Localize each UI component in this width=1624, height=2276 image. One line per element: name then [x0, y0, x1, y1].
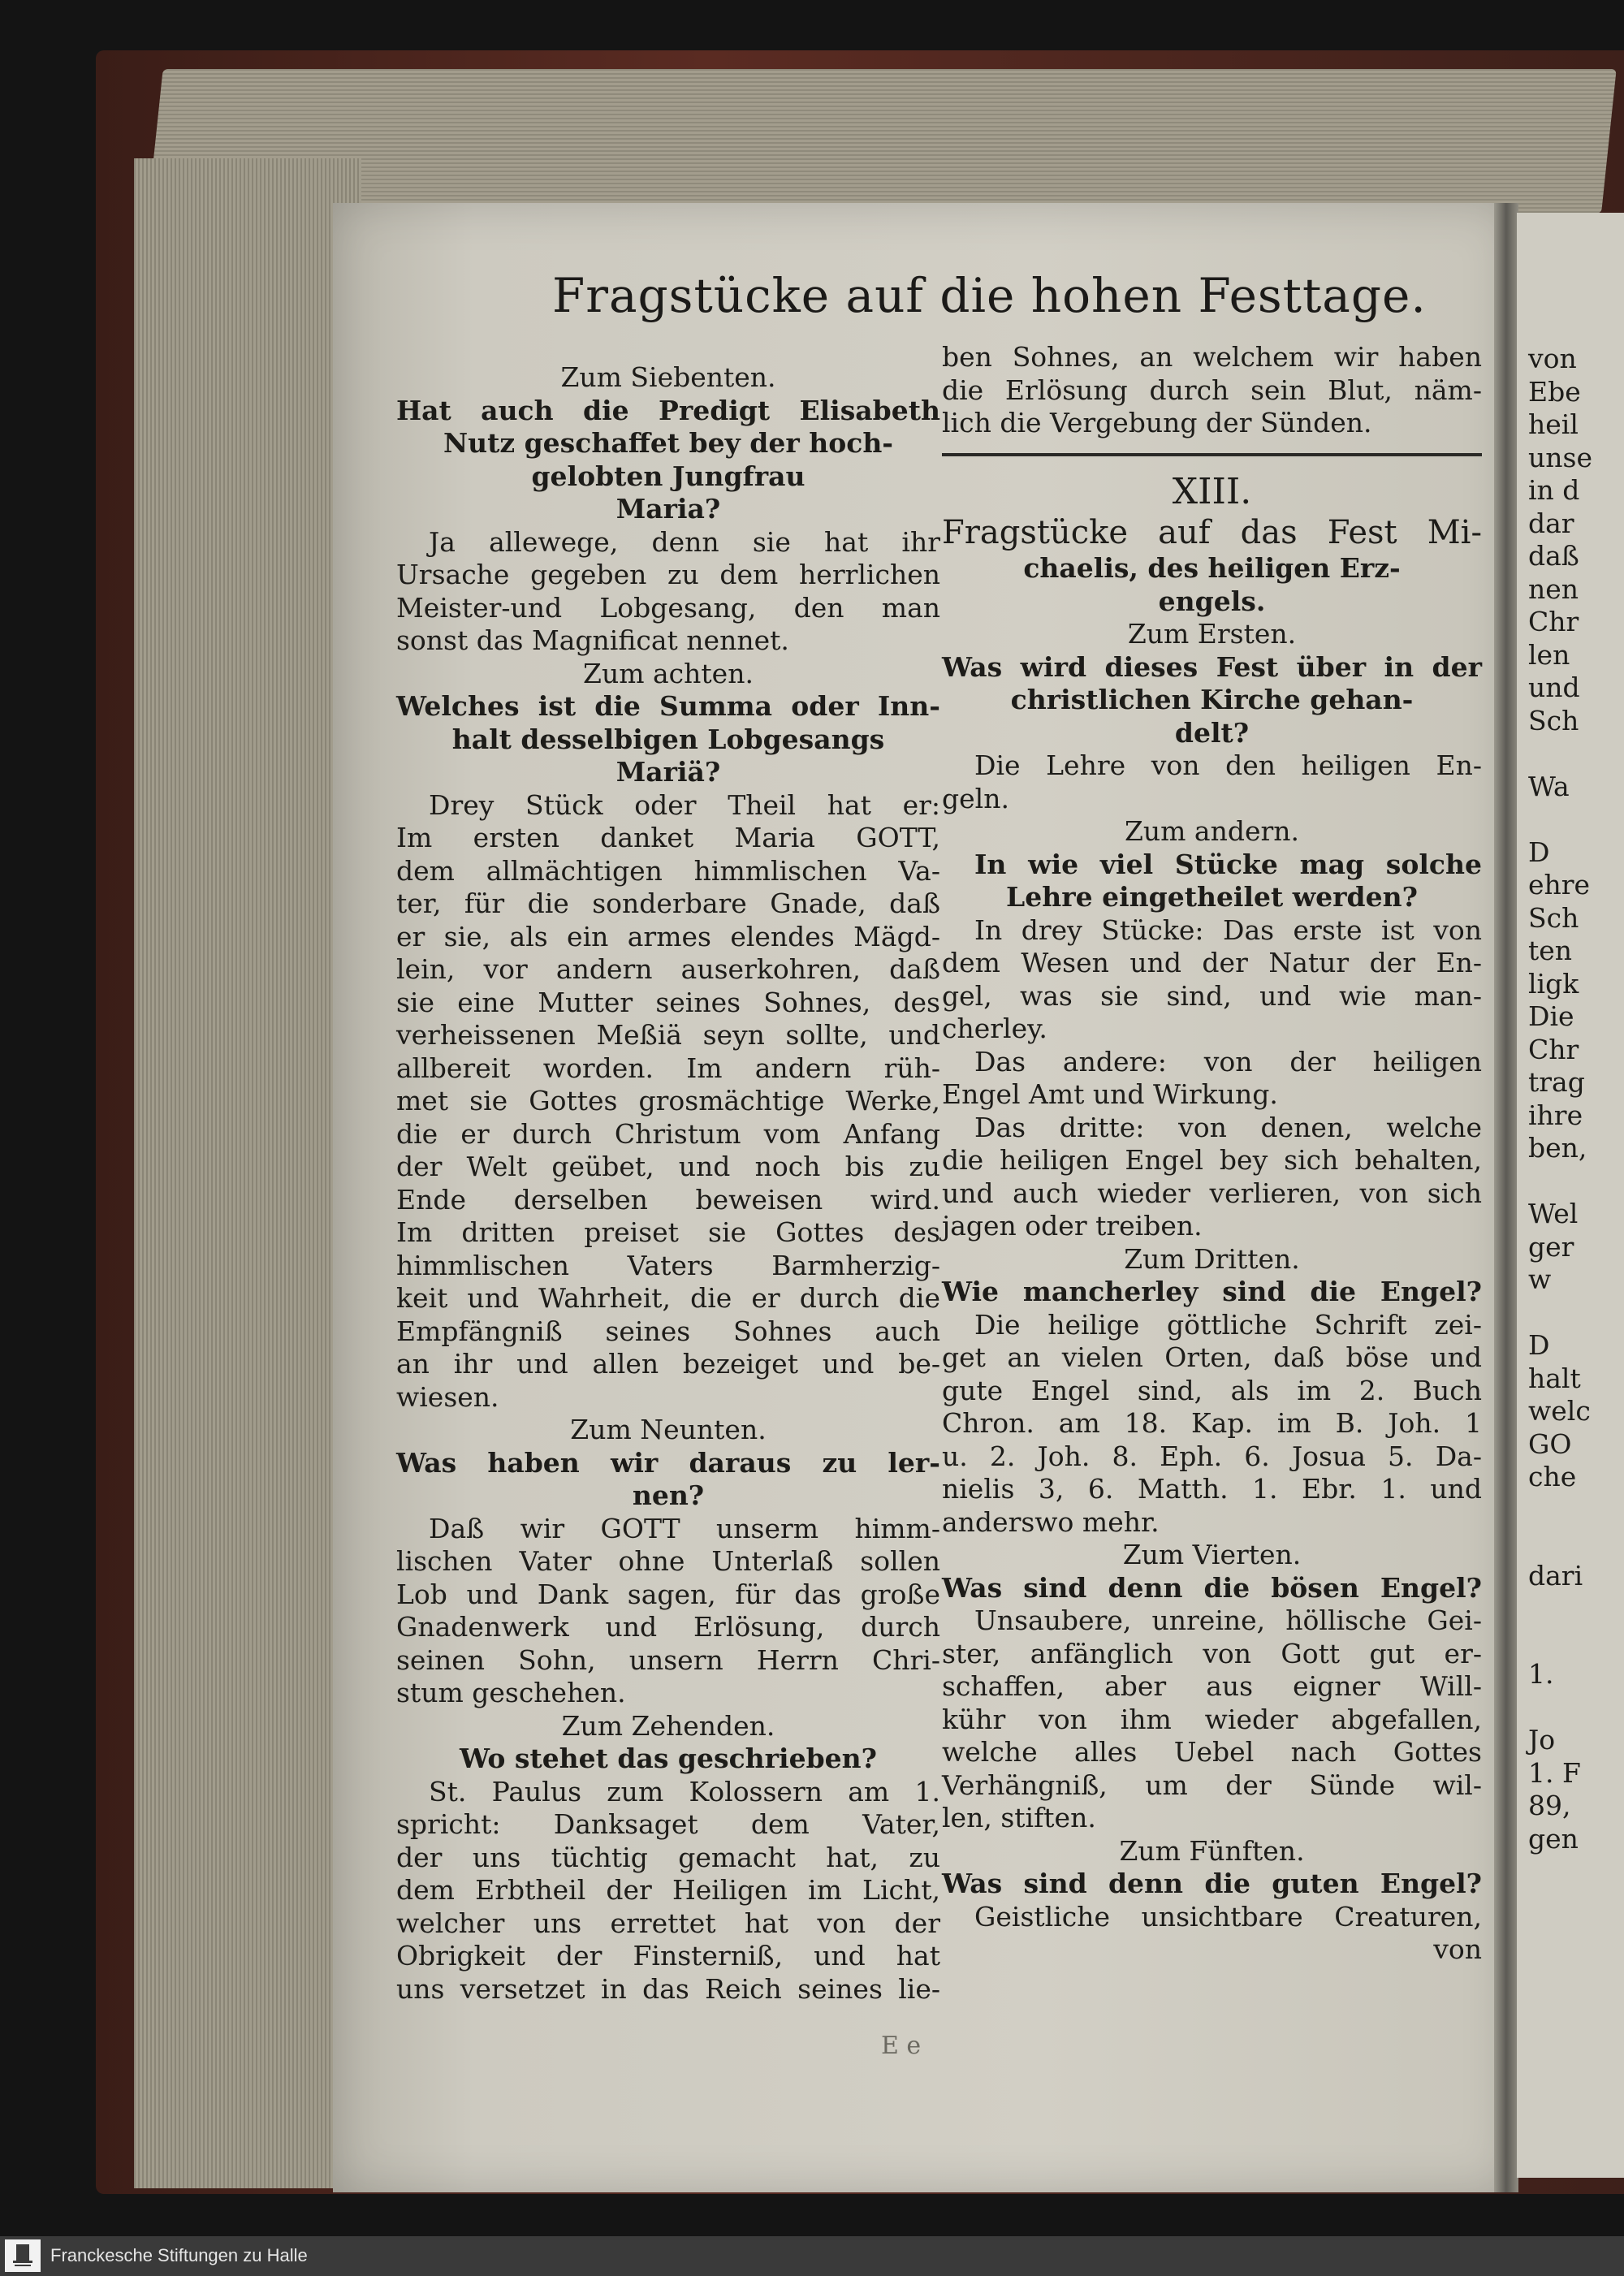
text-line: engels. [1158, 585, 1266, 617]
text-line: Zum Fünften. [1119, 1834, 1305, 1867]
facing-line [1528, 1691, 1624, 1725]
facing-line: unse [1528, 441, 1592, 473]
text-line: Obrigkeit der Finsterniß, und hat [396, 1940, 940, 1972]
text-line: anderswo mehr. [942, 1505, 1160, 1538]
running-head: Fragstücke auf die hohen Festtage. [552, 268, 1427, 323]
section-numeral: XIII. [1172, 470, 1252, 512]
text-line: dem Wesen und der Natur der En- [942, 947, 1482, 978]
text-line: christlichen Kirche gehan- [1010, 684, 1414, 715]
text-line: sonst das Magnificat nennet. [396, 624, 789, 656]
facing-line [1528, 1626, 1624, 1659]
text-line: gute Engel sind, als im 2. Buch [942, 1374, 1482, 1406]
text-line: sie eine Mutter seines Sohnes, des [396, 986, 940, 1018]
text-line: welche alles Uebel nach Gottes [942, 1736, 1482, 1768]
facing-line: ger [1528, 1230, 1574, 1263]
text-line: Chron. am 18. Kap. im B. Joh. 1 [942, 1407, 1482, 1439]
facing-line: ihre [1528, 1099, 1583, 1131]
text-line: welcher uns errettet hat von der [396, 1907, 940, 1939]
text-line: ter, für die sonderbare Gnade, daß [396, 888, 940, 919]
facing-line [1528, 1592, 1624, 1626]
text-line: spricht: Danksaget dem Vater, [396, 1808, 940, 1840]
institution-logo-icon[interactable] [5, 2239, 41, 2272]
text-line: an ihr und allen bezeiget und be- [396, 1348, 940, 1380]
text-line: In wie viel Stücke mag solche [974, 848, 1482, 880]
facing-line: halt [1528, 1362, 1581, 1394]
facing-line [1528, 1165, 1624, 1198]
text-line: lischen Vater ohne Unterlaß sollen [396, 1545, 940, 1577]
text-line: Gnadenwerk und Erlösung, durch [396, 1611, 940, 1643]
facing-line: len [1528, 638, 1570, 671]
facing-line: Ebe [1528, 375, 1581, 408]
facing-line: ten [1528, 935, 1573, 966]
facing-line: w [1528, 1263, 1552, 1295]
text-line: stum geschehen. [396, 1677, 626, 1708]
text-line: keit und Wahrheit, die er durch die [396, 1282, 940, 1314]
text-line: gelobten Jungfrau [531, 460, 806, 492]
text-line: Die Lehre von den heiligen En- [974, 749, 1482, 781]
text-line: seinen Sohn, unsern Herrn Chri- [396, 1643, 940, 1676]
text-line: Lehre eingetheilet werden? [1006, 881, 1418, 913]
facing-line: ben, [1528, 1132, 1587, 1164]
text-line: Geistliche unsichtbare Creaturen, [974, 1900, 1482, 1933]
text-line: Maria? [615, 493, 721, 525]
text-line: der uns tüchtig gemacht hat, zu [396, 1841, 940, 1873]
text-line: Ursache gegeben zu dem herrlichen [396, 559, 940, 590]
text-line: Meister-und Lobgesang, den man [396, 591, 940, 624]
text-line: Wie mancherley sind die Engel? [942, 1276, 1482, 1307]
facing-line: Jo [1528, 1724, 1556, 1756]
text-line: Zum Ersten. [1127, 618, 1297, 650]
text-line: halt desselbigen Lobgesangs [451, 723, 885, 755]
facing-line: D [1528, 836, 1550, 868]
facing-line: daß [1528, 540, 1579, 572]
text-line: met sie Gottes grosmächtige Werke, [396, 1085, 940, 1116]
facing-line: welc [1528, 1395, 1591, 1427]
viewer-footer [0, 2236, 1624, 2276]
text-line: nielis 3, 6. Matth. 1. Ebr. 1. und [942, 1473, 1482, 1505]
facing-line [1528, 1297, 1624, 1330]
facing-line: GO [1528, 1427, 1572, 1460]
text-line: In drey Stücke: Das erste ist von [974, 913, 1482, 946]
text-line: schaffen, aber aus eigner Will- [942, 1670, 1482, 1702]
facing-line: Chr [1528, 1033, 1579, 1065]
text-line: allbereit worden. Im andern rüh- [396, 1052, 940, 1084]
text-line: die er durch Christum vom Anfang [396, 1117, 940, 1150]
text-line: dem allmächtigen himmlischen Va- [396, 854, 940, 887]
text-line: Lob und Dank sagen, für das große [396, 1578, 940, 1610]
text-line: die heiligen Engel bey sich behalten, [942, 1144, 1482, 1176]
text-line: len, stiften. [942, 1802, 1096, 1833]
facing-page [1517, 213, 1624, 2178]
text-line: er sie, als ein armes elendes Mägd- [396, 920, 940, 952]
text-line: Zum Zehenden. [561, 1709, 775, 1742]
page-edges-side [134, 158, 361, 2188]
text-line: himmlischen Vaters Barmherzig- [396, 1249, 940, 1281]
text-line: Mariä? [615, 756, 721, 788]
text-line: Zum Dritten. [1124, 1242, 1300, 1275]
text-line: jagen oder treiben. [942, 1210, 1203, 1242]
text-line: Engel Amt und Wirkung. [942, 1078, 1278, 1110]
facing-line: D [1528, 1329, 1550, 1361]
text-line: Hat auch die Predigt Elisabeth [396, 394, 940, 426]
text-line: lein, vor andern auserkohren, daß [396, 953, 940, 985]
text-line: verheissenen Meßiä seyn sollte, und [396, 1019, 940, 1051]
right-column-body [942, 513, 1482, 1967]
facing-line: Sch [1528, 704, 1579, 736]
text-line: Im dritten preiset sie Gottes des [396, 1216, 940, 1248]
text-line: u. 2. Joh. 8. Eph. 6. Josua 5. Da- [942, 1440, 1482, 1472]
facing-line [1528, 1527, 1624, 1560]
text-line: Daß wir GOTT unserm himm- [429, 1512, 940, 1544]
text-line: get an vielen Orten, daß böse und [942, 1341, 1482, 1373]
text-line: ben Sohnes, an welchem wir haben [942, 341, 1482, 373]
text-line: und auch wieder verlieren, von sich [942, 1177, 1482, 1209]
facing-line: in d [1528, 474, 1580, 506]
text-line: Was sind denn die guten Engel? [942, 1868, 1482, 1899]
text-line: lich die Vergebung der Sünden. [942, 407, 1372, 438]
text-line: Wo stehet das geschrieben? [460, 1743, 877, 1774]
text-line: Zum andern. [1124, 815, 1300, 847]
facing-line: 1. [1528, 1658, 1554, 1690]
text-line: Zum achten. [583, 657, 754, 689]
institution-name: Franckesche Stiftungen zu Halle [50, 2245, 308, 2265]
page-edges-top [148, 69, 1617, 214]
facing-line: dar [1528, 507, 1574, 539]
text-line: Ja allewege, denn sie hat ihr [429, 525, 940, 558]
text-line: der Welt geübet, und noch bis zu [396, 1151, 940, 1182]
text-line: gel, was sie sind, und wie man- [942, 979, 1482, 1012]
text-line: Verhängniß, um der Sünde wil- [942, 1769, 1482, 1801]
text-line: ster, anfänglich von Gott gut er- [942, 1637, 1482, 1669]
text-line: Empfängniß seines Sohnes auch [396, 1315, 940, 1347]
facing-page-text [1528, 343, 1624, 1855]
facing-line: dari [1528, 1559, 1583, 1591]
facing-line: che [1528, 1461, 1577, 1492]
text-line: Im ersten danket Maria GOTT, [396, 822, 940, 853]
facing-line: 1. F [1528, 1756, 1581, 1789]
text-line: Welches ist die Summa oder Inn- [396, 690, 940, 722]
facing-line: trag [1528, 1066, 1585, 1098]
text-line: dem Erbtheil der Heiligen im Licht, [396, 1874, 940, 1906]
facing-line: Wa [1528, 770, 1570, 802]
text-line: geln. [942, 782, 1009, 814]
facing-line: ehre [1528, 869, 1591, 900]
text-line: Was haben wir daraus zu ler- [396, 1446, 940, 1479]
facing-line: Wel [1528, 1198, 1579, 1229]
section-rule [942, 453, 1482, 456]
facing-line: Die [1528, 1000, 1574, 1032]
facing-line [1528, 737, 1624, 771]
text-line: wiesen. [396, 1380, 499, 1413]
text-line: delt? [1174, 716, 1250, 749]
facing-line [1528, 1494, 1624, 1527]
text-line: Nutz geschaffet bey der hoch- [443, 427, 894, 459]
text-line: cherley. [942, 1013, 1047, 1044]
text-line: Drey Stück oder Theil hat er: [429, 788, 940, 821]
text-line: von [1433, 1933, 1482, 1965]
text-line: Das andere: von der heiligen [974, 1045, 1482, 1078]
text-line: Was wird dieses Fest über in der [942, 650, 1482, 683]
text-line: Die heilige göttliche Schrift zei- [974, 1308, 1482, 1341]
text-line: Was sind denn die bösen Engel? [942, 1571, 1482, 1604]
text-line: kühr von ihm wieder abgefallen, [942, 1703, 1482, 1735]
text-line: Fragstücke auf das Fest Mi- [942, 514, 1482, 551]
text-line: Das dritte: von denen, welche [974, 1111, 1482, 1143]
facing-line: ligk [1528, 967, 1579, 1000]
facing-line [1528, 803, 1624, 836]
text-line: Zum Siebenten. [560, 361, 776, 393]
text-line: chaelis, des heiligen Erz- [1023, 552, 1401, 584]
right-text-column [942, 341, 1482, 1967]
text-line: Ende derselben beweisen wird. [396, 1183, 940, 1216]
facing-line: und [1528, 672, 1580, 703]
text-line: die Erlösung durch sein Blut, näm- [942, 374, 1482, 406]
right-column-continuation [942, 341, 1482, 440]
facing-line: von [1528, 343, 1577, 374]
facing-line: 89, [1528, 1790, 1571, 1821]
text-line: uns versetzet in das Reich seines lie- [396, 1972, 940, 2005]
text-line: St. Paulus zum Kolossern am 1. [429, 1775, 940, 1807]
facing-line: nen [1528, 572, 1579, 605]
facing-line: heil [1528, 408, 1579, 440]
book-gutter [1494, 203, 1518, 2192]
text-line: Unsaubere, unreine, höllische Gei- [974, 1604, 1482, 1636]
facing-line: gen [1528, 1822, 1579, 1855]
signature-mark: E e [881, 2032, 922, 2060]
facing-line: Chr [1528, 606, 1579, 637]
text-line: nen? [632, 1479, 705, 1511]
text-line: Zum Vierten. [1122, 1539, 1302, 1570]
text-line: Zum Neunten. [570, 1414, 767, 1445]
facing-line: Sch [1528, 901, 1579, 934]
left-text-column [396, 361, 940, 2006]
